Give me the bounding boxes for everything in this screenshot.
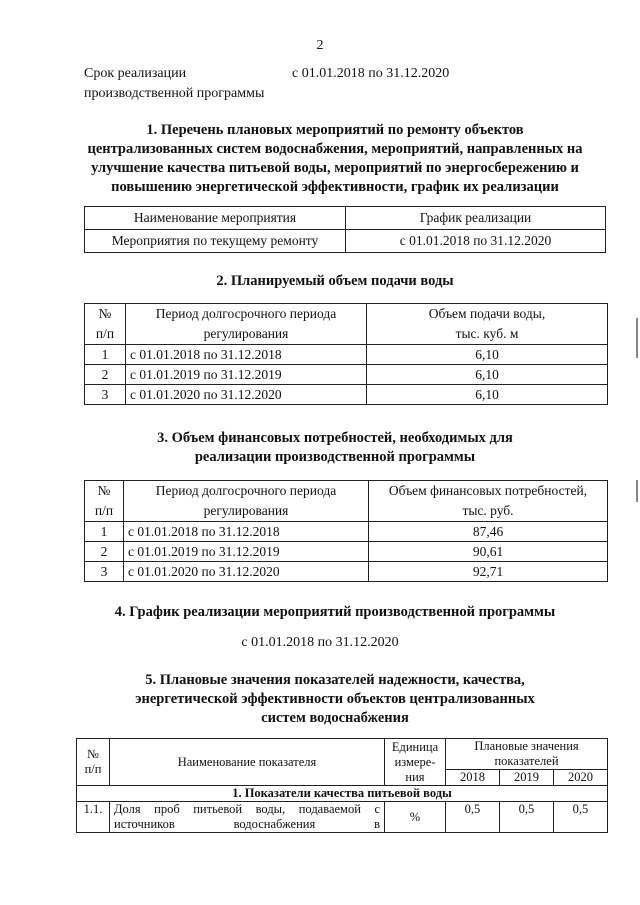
row-value-2018: 0,5 xyxy=(446,802,500,833)
header-planned xyxy=(446,739,608,770)
row-num: 1 xyxy=(85,345,126,365)
header-indicator-name: Наименование показателя xyxy=(110,739,385,786)
section3-title-line: реализации производственной программы xyxy=(194,449,476,465)
section1-title xyxy=(60,121,610,197)
row-value-2019: 0,5 xyxy=(499,802,553,833)
row-amount: 87,46 xyxy=(369,522,608,542)
table-row xyxy=(85,542,608,562)
table-row xyxy=(85,230,606,253)
header-planned-line: Плановые значения xyxy=(474,739,579,753)
row-num: 2 xyxy=(85,542,124,562)
row-volume: 6,10 xyxy=(367,365,608,385)
row-unit: % xyxy=(385,802,446,833)
table-row xyxy=(85,562,608,582)
row-amount: 90,61 xyxy=(369,542,608,562)
row-period: с 01.01.2020 по 31.12.2020 xyxy=(126,385,367,405)
page-number: 2 xyxy=(316,38,324,53)
header-num-line: № xyxy=(87,747,99,761)
header-volume xyxy=(367,304,608,345)
section5-title-line: систем водоснабжения xyxy=(261,710,409,726)
section3-title-line: 3. Объем финансовых потребностей, необходимых для xyxy=(157,430,513,446)
table-row xyxy=(85,522,608,542)
section3-title xyxy=(60,429,610,467)
header-unit-line: измере- xyxy=(394,754,436,769)
section1-title-line: улучшение качества питьевой воды, мероприятий по энергосбережению и xyxy=(91,160,579,176)
scan-edge-mark xyxy=(636,318,638,358)
header-num-line: № xyxy=(98,306,112,321)
header-year-2019: 2019 xyxy=(499,770,553,786)
row-indicator-name xyxy=(110,802,385,833)
table-row xyxy=(85,385,608,405)
table-header-row xyxy=(85,304,608,345)
section5-title-line: энергетической эффективности объектов централизованных xyxy=(135,691,535,707)
table-row xyxy=(85,365,608,385)
header-num-line: п/п xyxy=(95,326,115,341)
row-num: 2 xyxy=(85,365,126,385)
header-financial-line: тыс. руб. xyxy=(462,503,514,518)
row-indicator-name-line: Доля проб питьевой воды, подаваемой с xyxy=(114,802,380,816)
row-indicator-name-line: источников водоснабжения в xyxy=(114,817,380,831)
header-volume-line: тыс. куб. м xyxy=(455,326,519,341)
header-period-line: Период долгосрочного периода xyxy=(155,306,337,321)
header-period xyxy=(124,481,369,522)
table-row xyxy=(77,802,608,833)
row-value-2020: 0,5 xyxy=(553,802,607,833)
section1-title-line: централизованных систем водоснабжения, мероприятий, направленных на xyxy=(87,141,583,157)
row-volume: 6,10 xyxy=(367,385,608,405)
header-activity: Наименование мероприятия xyxy=(85,207,346,230)
section5-title-line: 5. Плановые значения показателей надежности, качества, xyxy=(145,672,525,688)
section2-title: 2. Планируемый объем подачи воды xyxy=(216,273,454,289)
header-period-line: регулирования xyxy=(203,326,289,341)
term-label-line2: производственной программы xyxy=(84,86,265,101)
row-num: 1 xyxy=(85,522,124,542)
header-period xyxy=(126,304,367,345)
row-volume: 6,10 xyxy=(367,345,608,365)
table-header-row xyxy=(77,739,608,770)
section4-value: с 01.01.2018 по 31.12.2020 xyxy=(241,635,399,650)
header-num-line: п/п xyxy=(94,503,114,518)
row-amount: 92,71 xyxy=(369,562,608,582)
table-header-row xyxy=(85,481,608,522)
table-header-row xyxy=(85,207,606,230)
table-row xyxy=(85,345,608,365)
row-period: с 01.01.2020 по 31.12.2020 xyxy=(124,562,369,582)
row-period: с 01.01.2018 по 31.12.2018 xyxy=(124,522,369,542)
header-num xyxy=(77,739,110,786)
header-year-2020: 2020 xyxy=(553,770,607,786)
water-supply-table xyxy=(84,303,608,405)
activities-table xyxy=(84,206,606,253)
activity-schedule: с 01.01.2018 по 31.12.2020 xyxy=(346,230,606,253)
header-year-2018: 2018 xyxy=(446,770,500,786)
row-period: с 01.01.2019 по 31.12.2019 xyxy=(124,542,369,562)
header-period-line: регулирования xyxy=(203,503,289,518)
term-value: с 01.01.2018 по 31.12.2020 xyxy=(292,66,450,81)
header-financial-line: Объем финансовых потребностей, xyxy=(388,483,588,498)
section4-title: 4. График реализации мероприятий производственной программы xyxy=(114,604,556,620)
activity-name: Мероприятия по текущему ремонту xyxy=(85,230,346,253)
header-unit xyxy=(385,739,446,786)
row-num: 3 xyxy=(85,385,126,405)
group-row xyxy=(77,786,608,802)
header-unit-line: Единица xyxy=(391,739,439,754)
header-financial xyxy=(369,481,608,522)
header-num xyxy=(85,304,126,345)
group-title: 1. Показатели качества питьевой воды xyxy=(77,786,608,802)
scan-edge-mark xyxy=(636,480,638,502)
row-period: с 01.01.2018 по 31.12.2018 xyxy=(126,345,367,365)
indicators-table xyxy=(76,738,608,833)
row-num: 1.1. xyxy=(77,802,110,833)
financial-needs-table xyxy=(84,480,608,582)
section1-title-line: повышению энергетической эффективности, график их реализации xyxy=(111,179,559,195)
header-planned-line: показателей xyxy=(494,754,559,768)
header-num-line: п/п xyxy=(84,762,102,776)
row-num: 3 xyxy=(85,562,124,582)
header-num-line: № xyxy=(97,483,111,498)
header-unit-line: ния xyxy=(405,769,425,784)
section1-title-line: 1. Перечень плановых мероприятий по ремонту объектов xyxy=(146,122,524,138)
section5-title xyxy=(60,671,610,728)
header-schedule: График реализации xyxy=(346,207,606,230)
header-period-line: Период долгосрочного периода xyxy=(155,483,337,498)
row-period: с 01.01.2019 по 31.12.2019 xyxy=(126,365,367,385)
header-volume-line: Объем подачи воды, xyxy=(428,306,546,321)
header-num xyxy=(85,481,124,522)
term-label-line1: Срок реализации xyxy=(84,66,187,81)
